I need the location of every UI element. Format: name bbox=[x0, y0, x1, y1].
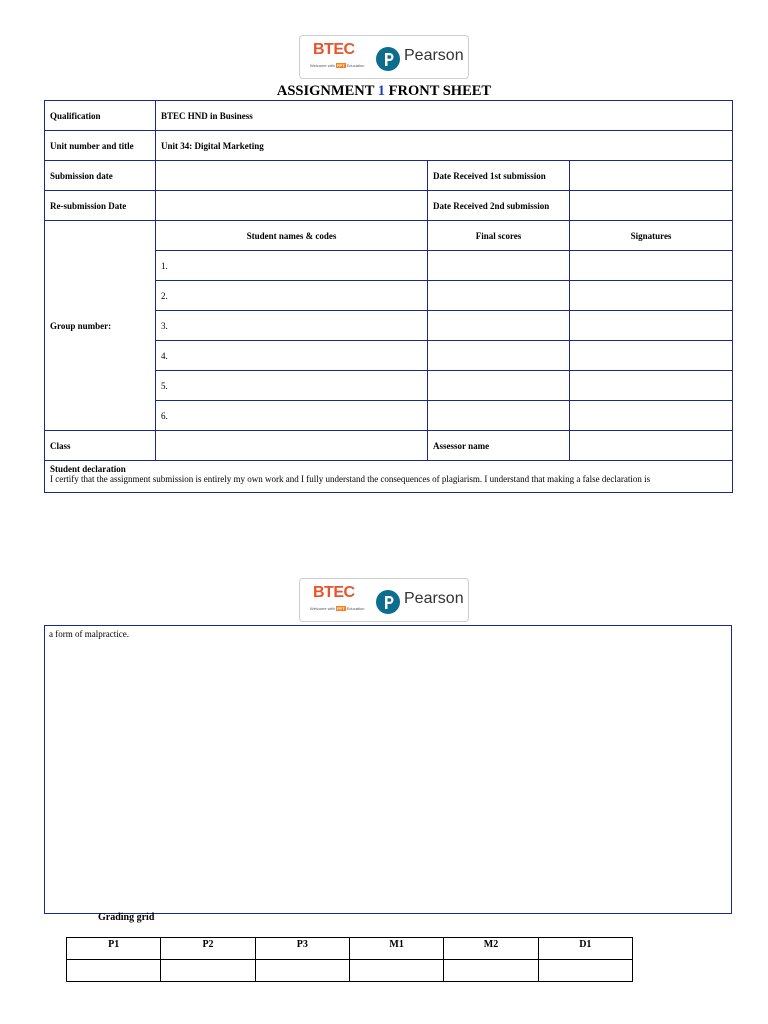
signatures-header: Signatures bbox=[570, 221, 733, 251]
qualification-label: Qualification bbox=[45, 101, 156, 131]
declaration-row bbox=[45, 461, 733, 493]
grading-grid-label: Grading grid bbox=[98, 912, 155, 923]
pearson-wordmark: Pearson bbox=[404, 590, 464, 607]
declaration-text: I certify that the assignment submission is entirely my own work and I fully understand the consequences of plagiarism. I understand that making a false declaration is bbox=[50, 474, 651, 484]
btec-pearson-logo bbox=[299, 578, 469, 622]
student-name-cell[interactable]: 3. bbox=[156, 311, 428, 341]
student-names-header: Student names & codes bbox=[156, 221, 428, 251]
grade-cell-m1[interactable] bbox=[349, 960, 443, 982]
resubmission-row bbox=[45, 191, 733, 221]
grade-header-p2: P2 bbox=[161, 938, 255, 960]
student-name-cell[interactable]: 4. bbox=[156, 341, 428, 371]
signature-cell[interactable] bbox=[570, 401, 733, 431]
assessor-name-label: Assessor name bbox=[428, 431, 570, 461]
score-cell[interactable] bbox=[428, 341, 570, 371]
qualification-value: BTEC HND in Business bbox=[156, 101, 733, 131]
front-sheet-table bbox=[44, 100, 733, 493]
class-label: Class bbox=[45, 431, 156, 461]
grade-cell-m2[interactable] bbox=[444, 960, 538, 982]
declaration-continuation-box bbox=[44, 625, 732, 914]
score-cell[interactable] bbox=[428, 401, 570, 431]
grading-value-row bbox=[67, 960, 633, 982]
grading-grid bbox=[66, 937, 633, 982]
student-name-cell[interactable]: 1. bbox=[156, 251, 428, 281]
date-received-2-field[interactable] bbox=[570, 191, 733, 221]
grade-header-m2: M2 bbox=[444, 938, 538, 960]
student-name-cell[interactable]: 6. bbox=[156, 401, 428, 431]
grade-header-m1: M1 bbox=[349, 938, 443, 960]
score-cell[interactable] bbox=[428, 311, 570, 341]
signature-cell[interactable] bbox=[570, 251, 733, 281]
grade-header-p1: P1 bbox=[67, 938, 161, 960]
score-cell[interactable] bbox=[428, 281, 570, 311]
grade-cell-p3[interactable] bbox=[255, 960, 349, 982]
grade-cell-d1[interactable] bbox=[538, 960, 632, 982]
btec-tagline: Welcome with FPT Education bbox=[310, 606, 365, 611]
qualification-row bbox=[45, 101, 733, 131]
grade-cell-p1[interactable] bbox=[67, 960, 161, 982]
btec-wordmark: BTEC bbox=[313, 584, 355, 601]
signature-cell[interactable] bbox=[570, 311, 733, 341]
unit-label: Unit number and title bbox=[45, 131, 156, 161]
grade-header-d1: D1 bbox=[538, 938, 632, 960]
unit-row bbox=[45, 131, 733, 161]
btec-wordmark: BTEC bbox=[313, 41, 355, 58]
submission-date-label: Submission date bbox=[45, 161, 156, 191]
pearson-p-icon bbox=[376, 47, 400, 71]
btec-logo bbox=[310, 41, 365, 75]
pearson-wordmark: Pearson bbox=[404, 47, 464, 64]
student-name-cell[interactable]: 5. bbox=[156, 371, 428, 401]
date-received-1-label: Date Received 1st submission bbox=[428, 161, 570, 191]
score-cell[interactable] bbox=[428, 371, 570, 401]
grade-header-p3: P3 bbox=[255, 938, 349, 960]
group-header-row bbox=[45, 221, 733, 251]
final-scores-header: Final scores bbox=[428, 221, 570, 251]
signature-cell[interactable] bbox=[570, 341, 733, 371]
page-title: ASSIGNMENT 1 FRONT SHEET bbox=[276, 83, 492, 99]
class-field[interactable] bbox=[156, 431, 428, 461]
submission-date-field[interactable] bbox=[156, 161, 428, 191]
student-declaration bbox=[45, 461, 733, 493]
class-row bbox=[45, 431, 733, 461]
date-received-1-field[interactable] bbox=[570, 161, 733, 191]
submission-row bbox=[45, 161, 733, 191]
student-name-cell[interactable]: 2. bbox=[156, 281, 428, 311]
continuation-text: a form of malpractice. bbox=[49, 629, 129, 639]
signature-cell[interactable] bbox=[570, 281, 733, 311]
date-received-2-label: Date Received 2nd submission bbox=[428, 191, 570, 221]
score-cell[interactable] bbox=[428, 251, 570, 281]
signature-cell[interactable] bbox=[570, 371, 733, 401]
btec-pearson-logo bbox=[299, 35, 469, 79]
btec-tagline: Welcome with FPT Education bbox=[310, 63, 365, 68]
group-number-label: Group number: bbox=[45, 221, 156, 431]
resubmission-date-field[interactable] bbox=[156, 191, 428, 221]
resubmission-date-label: Re-submission Date bbox=[45, 191, 156, 221]
grade-cell-p2[interactable] bbox=[161, 960, 255, 982]
grading-header-row bbox=[67, 938, 633, 960]
assessor-name-field[interactable] bbox=[570, 431, 733, 461]
pearson-p-icon bbox=[376, 590, 400, 614]
declaration-title: Student declaration bbox=[50, 464, 126, 474]
unit-value: Unit 34: Digital Marketing bbox=[156, 131, 733, 161]
btec-logo bbox=[310, 584, 365, 618]
